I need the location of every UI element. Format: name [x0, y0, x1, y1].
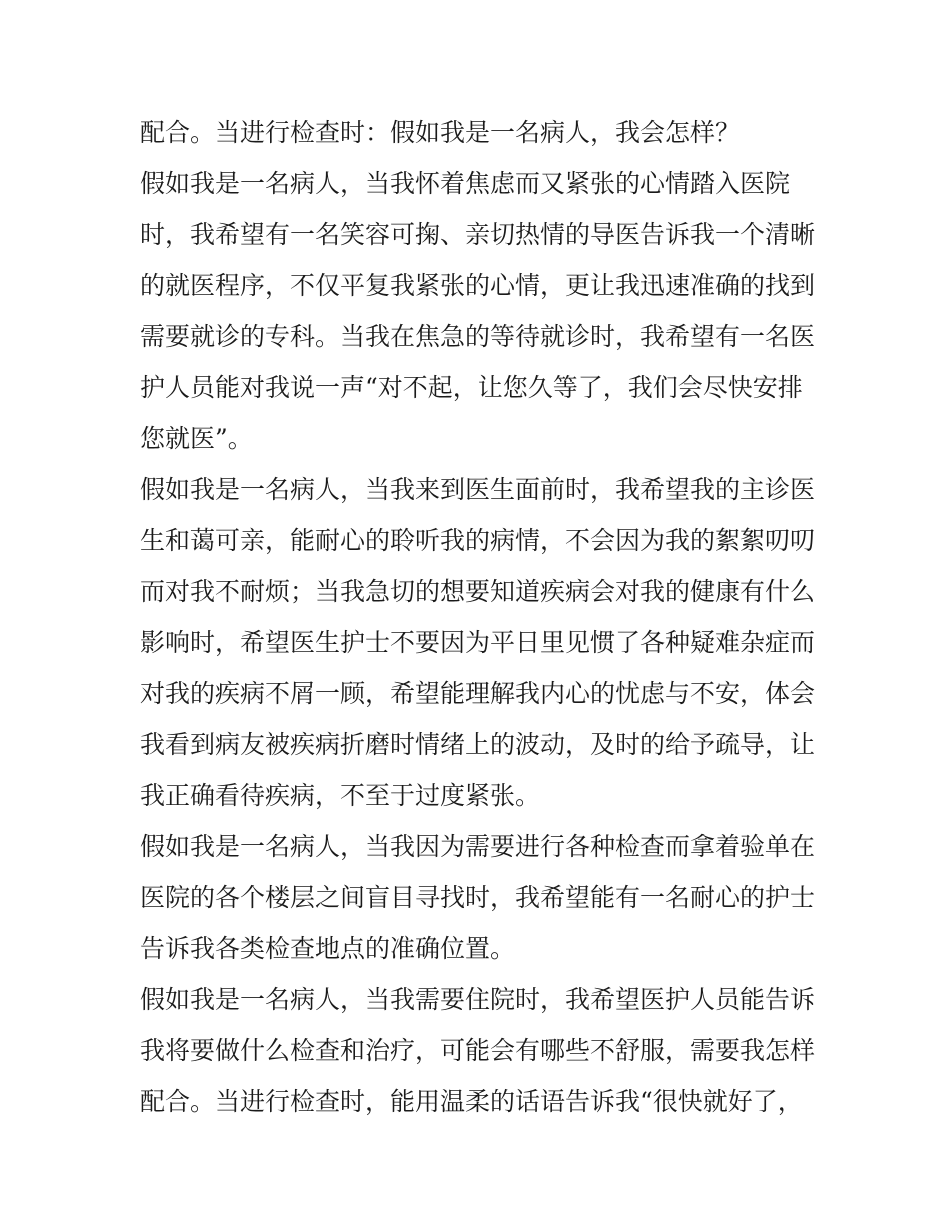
text-line: 我正确看待疾病，不至于过度紧张。	[140, 781, 541, 810]
text-line: 影响时，希望医生护士不要因为平日里见惯了各种疑难杂症而	[140, 628, 816, 657]
text-line: 我看到病友被疾病折磨时情绪上的波动，及时的给予疏导，让	[140, 730, 816, 759]
text-line: 护人员能对我说一声“对不起，让您久等了，我们会尽快安排	[140, 373, 803, 402]
text-line: 医院的各个楼层之间盲目寻找时，我希望能有一名耐心的护士	[140, 883, 816, 912]
text-line: 假如我是一名病人，当我需要住院时，我希望医护人员能告诉	[140, 985, 816, 1014]
text-line: 生和蔼可亲，能耐心的聆听我的病情，不会因为我的絮絮叨叨	[140, 526, 816, 555]
text-line: 的就医程序，不仅平复我紧张的心情，更让我迅速准确的找到	[140, 271, 816, 300]
text-line: 假如我是一名病人，当我怀着焦虑而又紧张的心情踏入医院	[140, 169, 791, 198]
text-line: 需要就诊的专科。当我在焦急的等待就诊时，我希望有一名医	[140, 322, 816, 351]
text-line: 您就医”。	[140, 424, 253, 453]
text-line: 配合。当进行检查时，能用温柔的话语告诉我“很快就好了，	[140, 1087, 803, 1116]
text-line: 配合。当进行检查时：假如我是一名病人，我会怎样？	[140, 118, 741, 147]
document-body	[140, 107, 820, 1127]
text-line: 时，我希望有一名笑容可掬、亲切热情的导医告诉我一个清晰	[140, 220, 816, 249]
text-line: 假如我是一名病人，当我来到医生面前时，我希望我的主诊医	[140, 475, 816, 504]
text-line: 我将要做什么检查和治疗，可能会有哪些不舒服，需要我怎样	[140, 1036, 816, 1065]
text-line: 告诉我各类检查地点的准确位置。	[140, 934, 516, 963]
text-line: 假如我是一名病人，当我因为需要进行各种检查而拿着验单在	[140, 832, 816, 861]
text-line: 而对我不耐烦；当我急切的想要知道疾病会对我的健康有什么	[140, 577, 816, 606]
text-line: 对我的疾病不屑一顾，希望能理解我内心的忧虑与不安，体会	[140, 679, 816, 708]
